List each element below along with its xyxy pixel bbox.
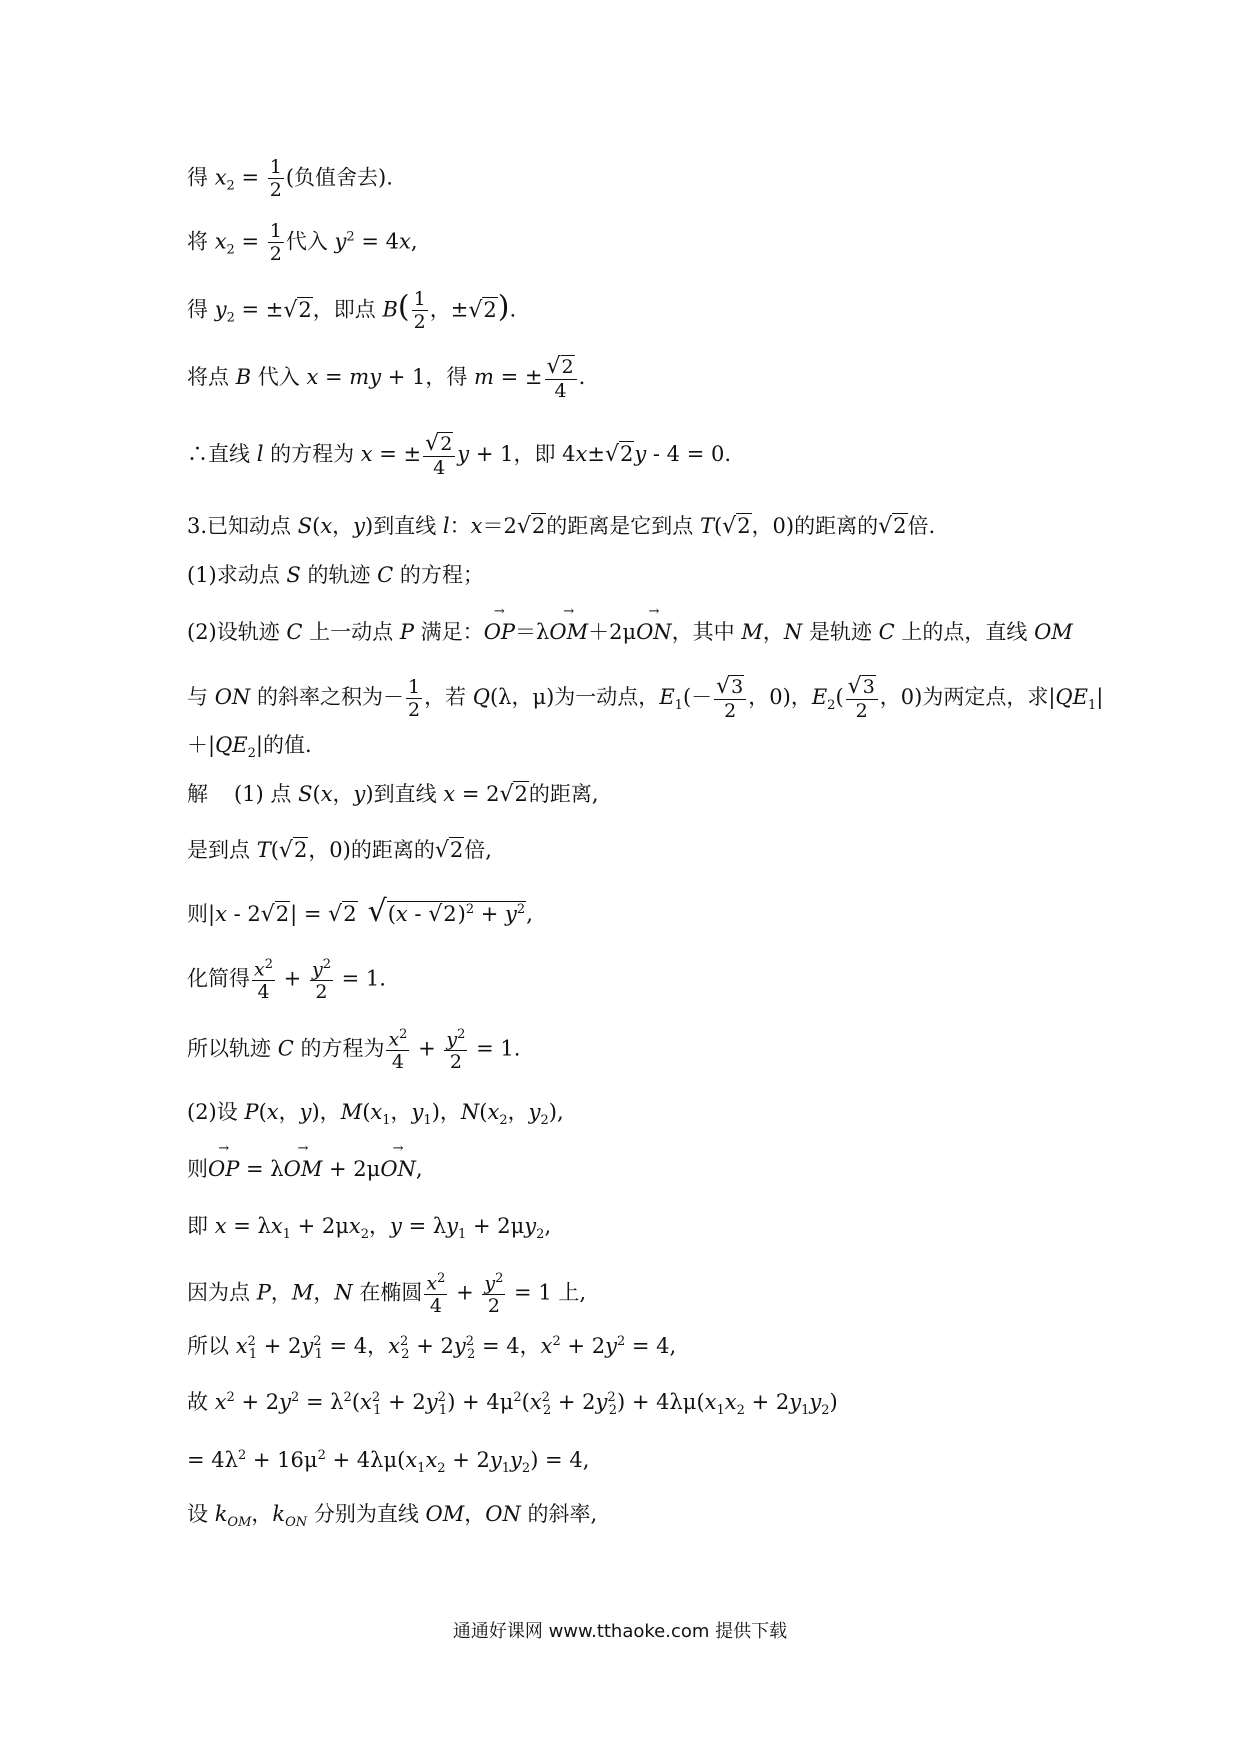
vector-on: → ON	[636, 604, 672, 644]
solution-line-12: = $4\lambda^2 + 16\mu^2 + 4\lambda\mu(x_1x_2 + 2y_1y_2) = 4$,	[187, 1448, 590, 1477]
solution-line-13: 设 $k_{OM}$，$k_{ON}$ 分别为直线 OM，ON 的斜率,	[187, 1502, 598, 1531]
text-line-3: 得 $y_2 = \pm√2$，即点 B( $\frac{1}{2}$ ，±√2).	[187, 288, 517, 333]
vector-om: → OM	[549, 604, 589, 644]
sqrt-symbol: √2	[604, 442, 634, 467]
problem-3-statement: 3.已知动点 S(x，y)到直线 l：x＝2√2的距离是它到点 T(√2，0)的距离的√2倍.	[187, 514, 936, 539]
sqrt-symbol: √2	[468, 297, 497, 323]
sqrt-symbol: √2	[283, 297, 312, 323]
fraction: $\frac{√2}{4}$	[545, 356, 577, 401]
solution-line-10: 所以 $x^2_1 + 2y^2_1 = 4$，$x^2_2 + 2y^2_2 = 4$，$x^2 + 2y^2 = 4$,	[187, 1334, 677, 1363]
solution-line-3: 则|x - 2√2| = √2 $√(x - √2)^2 + y^2$,	[187, 894, 533, 929]
vector-op: → OP	[483, 604, 516, 644]
solution-line-7: 则 → OP = λ → OM + 2μ → ON,	[187, 1141, 423, 1181]
fraction: $\frac{1}{2}$	[413, 288, 426, 333]
text-line-5: ∴直线 l 的方程为 x = ± $\frac{√2}{4}$ y + 1，即 4x±√2y - 4 = 0.	[187, 431, 732, 479]
problem-3-part-2: (2)设轨迹 C 上一动点 P 满足： → OP＝λ → OM＋2μ → ON，其中 M，N 是轨迹 C 上的点，直线 OM	[187, 604, 1073, 644]
fraction: $\frac{1}{2}$	[269, 156, 282, 201]
text-line-1: 得 $x_2$ = $\frac{1}{2}$ (负值舍去).	[187, 156, 393, 201]
fraction: $\frac{√2}{4}$	[423, 433, 455, 478]
solution-line-11: 故 $x^2 + 2y^2 = \lambda^2(x^2_1 + 2y^2_1) + 4\mu^2(x^2_2 + 2y^2_2) + 4\lambda\mu(x_1x_2 + 2y_1y_2)$	[187, 1390, 838, 1419]
solution-line-1: 解 (1) 点 S(x，y)到直线 x = 2√2的距离,	[187, 782, 599, 807]
fraction: $\frac{1}{2}$	[269, 220, 282, 265]
solution-line-9: 因为点 P，M，N 在椭圆 $\frac{x^2}{4}$ + $\frac{y^2}{2}$ = 1 上,	[187, 1271, 587, 1318]
solution-line-4: 化简得 $\frac{x^2}{4}$ + $\frac{y^2}{2}$ = 1.	[187, 957, 386, 1004]
problem-3-part-1: (1)求动点 S 的轨迹 C 的方程；	[187, 563, 484, 587]
solution-line-6: (2)设 P(x，y)，$M(x_1$，$y_1$)，$N(x_2$，$y_2$),	[187, 1100, 564, 1129]
vector-op: → OP	[208, 1141, 240, 1181]
solution-line-2: 是到点 T(√2，0)的距离的√2倍,	[187, 838, 492, 863]
text-line-2: 将 $x_2$ = $\frac{1}{2}$ 代入 $y^2 = 4x$,	[187, 220, 418, 265]
vector-on: → ON	[380, 1141, 416, 1181]
page-footer: 通通好课网 www.tthaoke.com 提供下载	[452, 1621, 788, 1642]
text-line-4: 将点 B 代入 x = my + 1，得 m = ± $\frac{√2}{4}$ .	[187, 354, 586, 402]
solution-line-5: 所以轨迹 C 的方程为 $\frac{x^2}{4}$ + $\frac{y^2}{2}$ = 1.	[187, 1027, 521, 1074]
vector-om: → OM	[283, 1141, 323, 1181]
problem-3-part-2-cont: 与 ON 的斜率之积为－ $\frac{1}{2}$ ，若 Q(λ，μ)为一动点，$E_1(-$ $\frac{√3}{2}$ ，0)，$E_2$( $\frac{√3}{2}$ ，0)为两定点，求$|QE_1|$	[187, 674, 1104, 722]
problem-3-part-2-end: $+|QE_2|$的值.	[187, 733, 312, 762]
solution-line-8: 即 $x = \lambda x_1 + 2\mu x_2$，$y = \lambda y_1 + 2\mu y_2$,	[187, 1214, 552, 1243]
